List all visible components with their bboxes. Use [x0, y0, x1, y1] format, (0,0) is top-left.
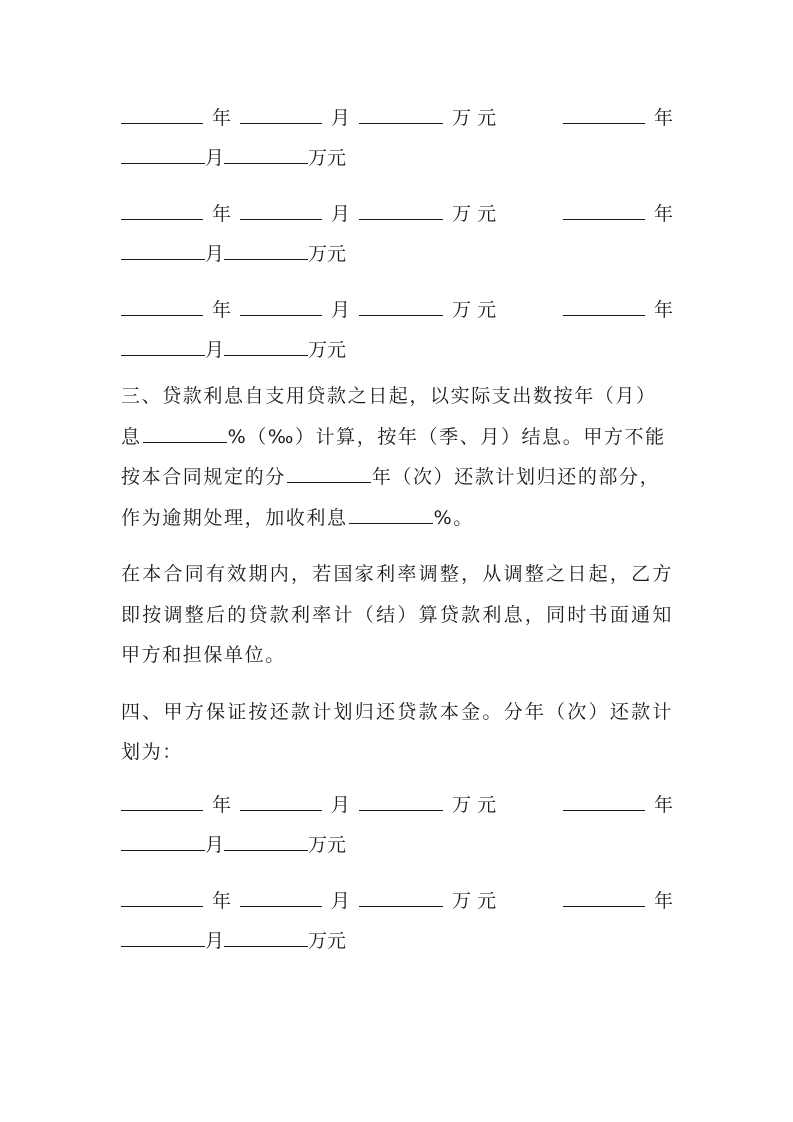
month-label: 月 [331, 299, 351, 321]
clause-3-text: 按本合同规定的分 [121, 466, 286, 488]
month-label: 月 [331, 107, 351, 129]
month-label: 月 [205, 929, 225, 952]
clause-4-principal: 四、甲方保证按还款计划归还贷款本金。分年（次）还款计划为： [121, 700, 673, 763]
year-blank [121, 796, 203, 811]
year-label: 年 [212, 793, 232, 816]
amount-blank [359, 109, 443, 124]
year-label: 年 [212, 889, 232, 912]
year-label: 年 [212, 203, 232, 225]
amount-label: 万元 [308, 833, 347, 856]
schedule-entry [121, 194, 673, 274]
year-label: 年 [653, 107, 673, 129]
amount-blank [359, 301, 443, 316]
schedule-entry [121, 290, 673, 370]
amount-label: 万元 [308, 339, 347, 361]
month-blank [121, 245, 205, 260]
month-label: 月 [331, 889, 351, 912]
installment-count-blank [287, 468, 371, 483]
amount-blank [224, 341, 308, 356]
month-label: 月 [205, 147, 225, 169]
clause-3-text: 息 [121, 425, 142, 448]
amount-label: 万元 [308, 243, 347, 265]
month-blank [240, 301, 322, 316]
amount-label: 万元 [308, 929, 347, 952]
repayment-schedule-a [121, 98, 673, 370]
amount-blank [224, 836, 308, 851]
clause-3-text: 作为逾期处理，加收利息 [121, 506, 348, 529]
month-blank [121, 341, 205, 356]
clause-3-text: %。 [433, 506, 474, 529]
year-blank [121, 205, 203, 220]
repayment-schedule-b [121, 785, 673, 961]
month-label: 月 [205, 833, 225, 856]
penalty-rate-blank [349, 509, 433, 524]
clause-3-text: %（‰）计算，按年（季、月）结息。甲方不能 [227, 425, 666, 448]
amount-label: 万 元 [452, 793, 497, 816]
rate-adjustment-paragraph: 在本合同有效期内，若国家利率调整，从调整之日起，乙方即按调整后的贷款利率计（结）算贷款利息，同时书面通知甲方和担保单位。 [121, 563, 673, 666]
amount-label: 万 元 [452, 889, 497, 912]
month-label: 月 [205, 339, 225, 361]
schedule-entry [121, 98, 673, 178]
month-blank [240, 796, 322, 811]
year-label: 年 [653, 889, 673, 912]
month-label: 月 [331, 203, 351, 225]
year-label: 年 [653, 203, 673, 225]
amount-blank [224, 932, 308, 947]
amount-blank [224, 149, 308, 164]
year-blank [121, 892, 203, 907]
amount-label: 万元 [308, 147, 347, 169]
amount-blank [359, 796, 443, 811]
schedule-entry [121, 785, 673, 865]
month-blank [240, 109, 322, 124]
amount-label: 万 元 [452, 107, 497, 129]
year-blank [563, 892, 645, 907]
month-blank [240, 892, 322, 907]
year-blank [121, 109, 203, 124]
clause-3-line: 三、贷款利息自支用贷款之日起，以实际支出数按年（月） [121, 385, 657, 407]
year-label: 年 [653, 299, 673, 321]
interest-rate-blank [143, 428, 227, 443]
amount-blank [359, 205, 443, 220]
amount-label: 万 元 [452, 299, 497, 321]
month-blank [121, 149, 205, 164]
amount-blank [359, 892, 443, 907]
year-blank [563, 109, 645, 124]
year-blank [563, 205, 645, 220]
schedule-entry [121, 881, 673, 961]
year-label: 年 [212, 299, 232, 321]
amount-label: 万 元 [452, 203, 497, 225]
month-blank [121, 932, 205, 947]
document-body [121, 98, 673, 977]
year-label: 年 [212, 107, 232, 129]
clause-3-interest [121, 376, 673, 538]
clause-3-text: 年（次）还款计划归还的部分， [371, 466, 661, 488]
year-label: 年 [653, 793, 673, 816]
month-label: 月 [205, 243, 225, 265]
year-blank [563, 796, 645, 811]
amount-blank [224, 245, 308, 260]
month-blank [121, 836, 205, 851]
month-label: 月 [331, 793, 351, 816]
year-blank [121, 301, 203, 316]
month-blank [240, 205, 322, 220]
year-blank [563, 301, 645, 316]
